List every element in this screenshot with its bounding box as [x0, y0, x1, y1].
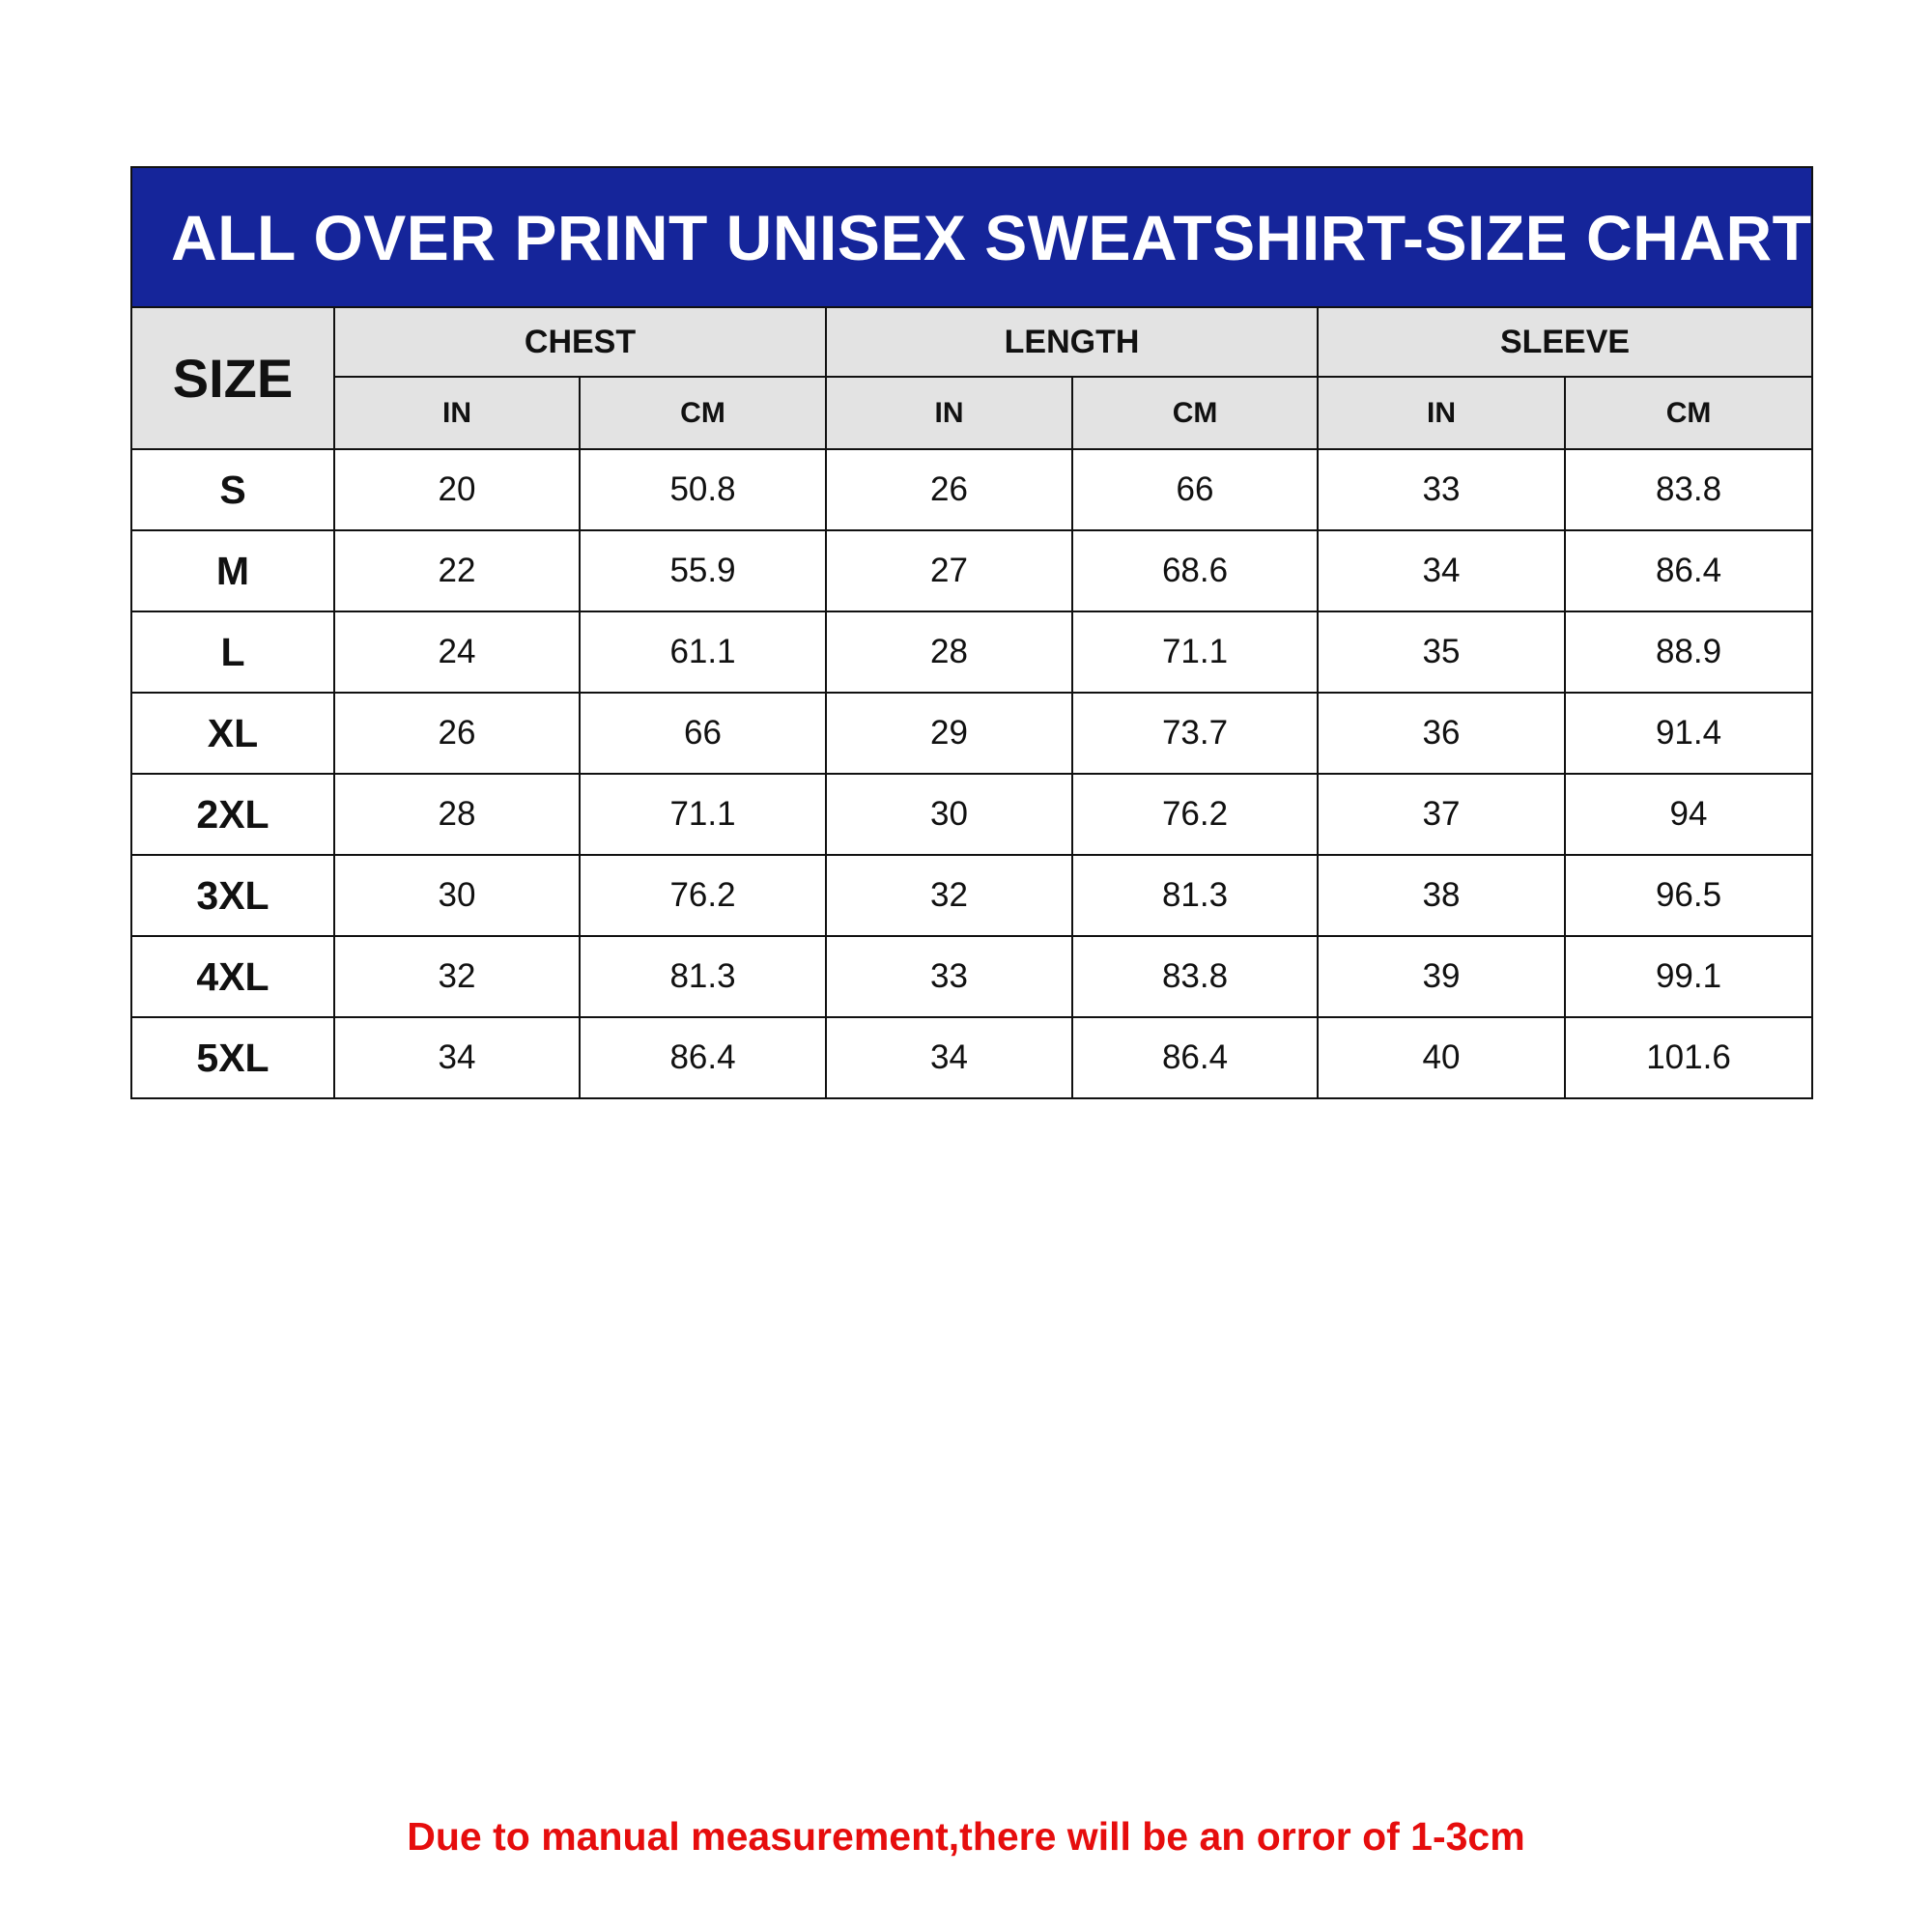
table-row: [132, 774, 1811, 855]
length-cm-cell: 76.2: [1072, 774, 1318, 855]
sleeve-cm-cell: 94: [1565, 774, 1811, 855]
length-in-cell: 28: [826, 611, 1072, 693]
sleeve-cm-cell: 83.8: [1565, 449, 1811, 530]
chest-in-header: IN: [334, 377, 580, 449]
size-cell: 5XL: [132, 1017, 334, 1097]
sleeve-in-cell: 40: [1318, 1017, 1565, 1097]
length-in-cell: 30: [826, 774, 1072, 855]
chest-in-cell: 34: [334, 1017, 580, 1097]
size-cell: XL: [132, 693, 334, 774]
sleeve-cm-cell: 96.5: [1565, 855, 1811, 936]
sleeve-cm-cell: 91.4: [1565, 693, 1811, 774]
length-in-cell: 32: [826, 855, 1072, 936]
chest-in-cell: 26: [334, 693, 580, 774]
chest-in-cell: 22: [334, 530, 580, 611]
sleeve-cm-cell: 99.1: [1565, 936, 1811, 1017]
table-row: [132, 611, 1811, 693]
size-table: [132, 308, 1811, 1097]
length-in-cell: 29: [826, 693, 1072, 774]
sleeve-in-cell: 33: [1318, 449, 1565, 530]
table-row: [132, 693, 1811, 774]
length-in-cell: 26: [826, 449, 1072, 530]
chest-in-cell: 24: [334, 611, 580, 693]
length-header: LENGTH: [826, 308, 1318, 377]
chest-cm-cell: 86.4: [580, 1017, 826, 1097]
chest-cm-cell: 81.3: [580, 936, 826, 1017]
size-cell: L: [132, 611, 334, 693]
size-cell: 2XL: [132, 774, 334, 855]
length-cm-cell: 83.8: [1072, 936, 1318, 1017]
sleeve-cm-cell: 101.6: [1565, 1017, 1811, 1097]
sleeve-cm-cell: 86.4: [1565, 530, 1811, 611]
chart-title: ALL OVER PRINT UNISEX SWEATSHIRT-SIZE CHART: [171, 201, 1812, 273]
table-row: [132, 530, 1811, 611]
length-in-cell: 33: [826, 936, 1072, 1017]
chest-cm-header: CM: [580, 377, 826, 449]
size-cell: 3XL: [132, 855, 334, 936]
size-cell: 4XL: [132, 936, 334, 1017]
sleeve-in-cell: 37: [1318, 774, 1565, 855]
size-cell: M: [132, 530, 334, 611]
length-cm-cell: 66: [1072, 449, 1318, 530]
title-bar: [132, 168, 1811, 308]
chest-cm-cell: 61.1: [580, 611, 826, 693]
size-cell: S: [132, 449, 334, 530]
length-cm-cell: 71.1: [1072, 611, 1318, 693]
sleeve-cm-header: CM: [1565, 377, 1811, 449]
chest-cm-cell: 66: [580, 693, 826, 774]
table-row: [132, 936, 1811, 1017]
chest-cm-cell: 55.9: [580, 530, 826, 611]
length-cm-cell: 81.3: [1072, 855, 1318, 936]
length-cm-cell: 86.4: [1072, 1017, 1318, 1097]
chest-header: CHEST: [334, 308, 826, 377]
chest-in-cell: 32: [334, 936, 580, 1017]
length-in-cell: 34: [826, 1017, 1072, 1097]
chest-in-cell: 20: [334, 449, 580, 530]
table-row: [132, 855, 1811, 936]
sleeve-header: SLEEVE: [1318, 308, 1811, 377]
table-row: [132, 1017, 1811, 1097]
sleeve-in-cell: 35: [1318, 611, 1565, 693]
length-cm-cell: 68.6: [1072, 530, 1318, 611]
length-in-header: IN: [826, 377, 1072, 449]
chest-cm-cell: 50.8: [580, 449, 826, 530]
chest-in-cell: 28: [334, 774, 580, 855]
length-cm-cell: 73.7: [1072, 693, 1318, 774]
chest-cm-cell: 71.1: [580, 774, 826, 855]
size-chart: [130, 166, 1813, 1099]
chest-in-cell: 30: [334, 855, 580, 936]
sleeve-in-cell: 38: [1318, 855, 1565, 936]
size-header: SIZE: [132, 308, 334, 449]
sleeve-in-cell: 36: [1318, 693, 1565, 774]
sleeve-in-cell: 34: [1318, 530, 1565, 611]
table-row: [132, 449, 1811, 530]
length-cm-header: CM: [1072, 377, 1318, 449]
measurement-note: Due to manual measurement,there will be an orror of 1-3cm: [407, 1814, 1525, 1859]
sleeve-in-cell: 39: [1318, 936, 1565, 1017]
sleeve-cm-cell: 88.9: [1565, 611, 1811, 693]
length-in-cell: 27: [826, 530, 1072, 611]
sleeve-in-header: IN: [1318, 377, 1565, 449]
chest-cm-cell: 76.2: [580, 855, 826, 936]
